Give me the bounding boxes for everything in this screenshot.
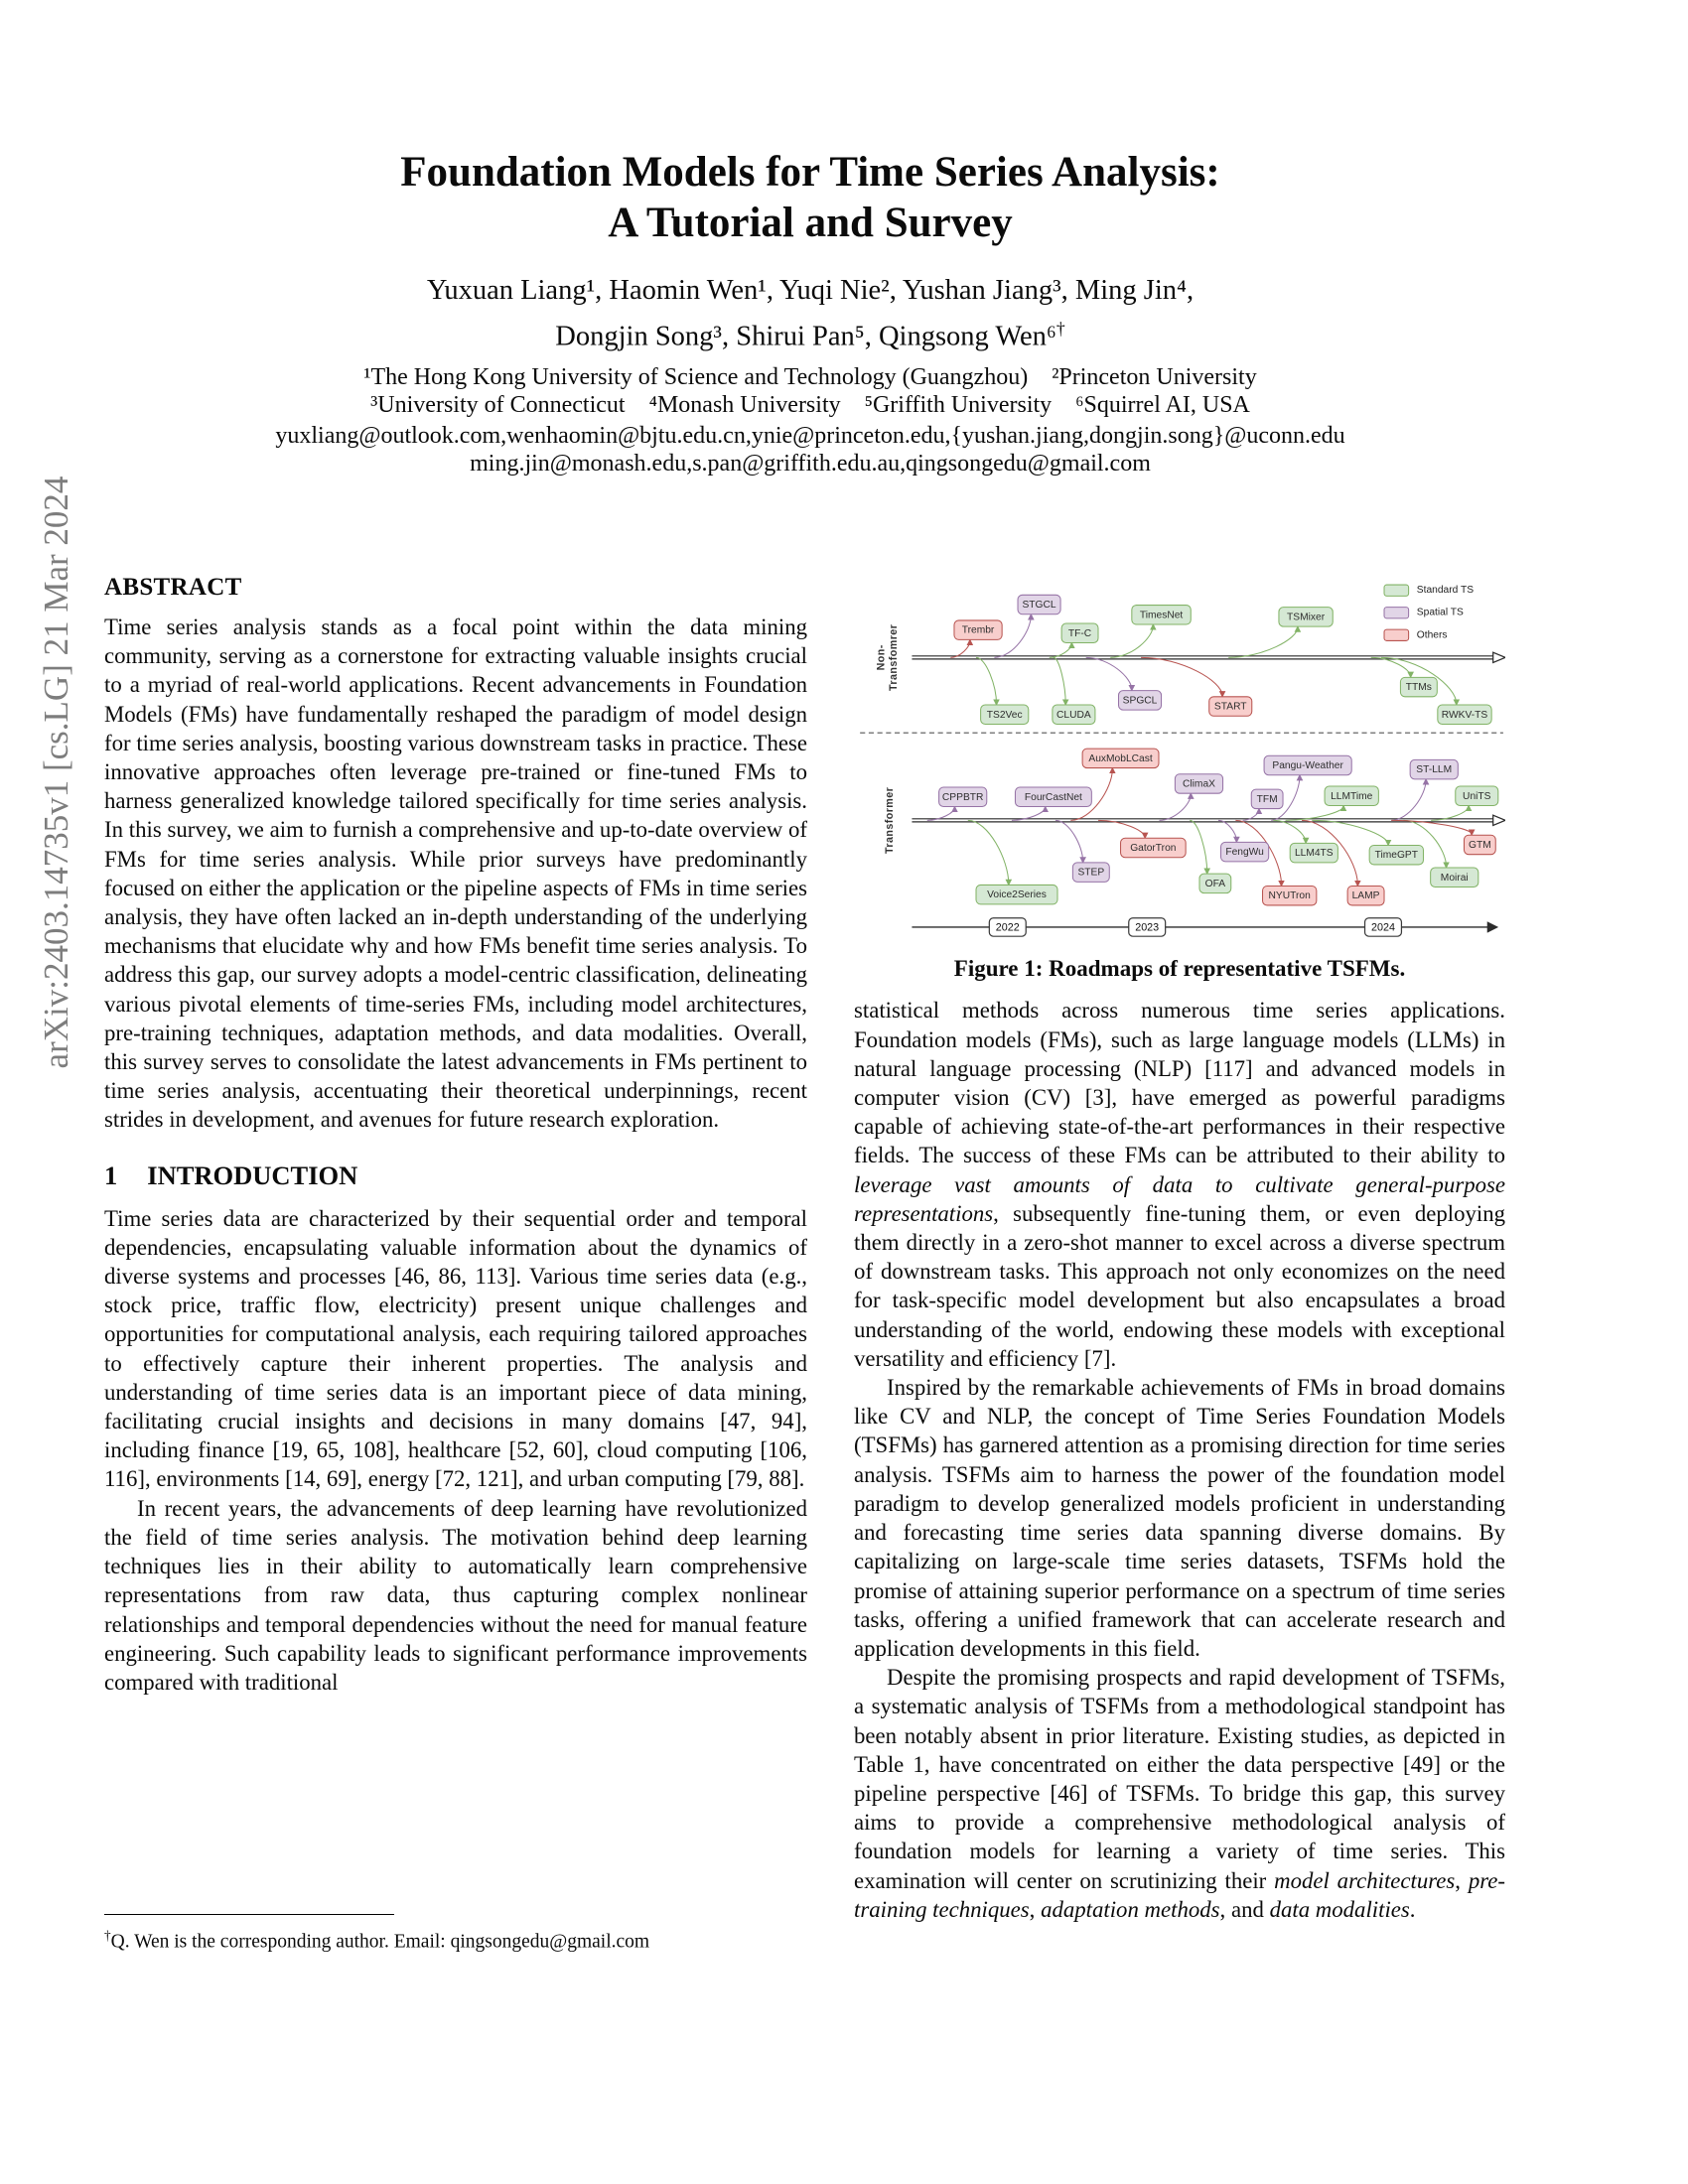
model-box-TFM	[1251, 789, 1283, 808]
svg-text:Voice2Series: Voice2Series	[987, 889, 1047, 901]
footnote-marker: †	[104, 1928, 111, 1943]
figure-1	[854, 562, 1505, 982]
roadmap-arrow	[950, 640, 969, 657]
svg-text:TFM: TFM	[1256, 793, 1278, 805]
svg-text:TimeGPT: TimeGPT	[1374, 850, 1419, 862]
legend-item	[1384, 585, 1474, 596]
section-label: Transformer	[883, 786, 896, 854]
text-segment: , subsequently fine-tuning them, or even deploying them directly in a zero-shot manner to excel across a diverse spectrum of downstream tasks. This approach not only economizes on the need for task-specific model development but also encapsulates a broad understanding of the world, endowing these models with exceptional versatility and efficiency [7].	[854, 1200, 1505, 1371]
timeline	[912, 652, 1505, 662]
model-box-TimeGPT	[1369, 845, 1423, 864]
italic-segment: adaptation methods	[1041, 1896, 1220, 1922]
model-box-CLUDA	[1053, 705, 1095, 724]
author-emails	[109, 422, 1511, 478]
svg-text:LLM4TS: LLM4TS	[1294, 848, 1334, 860]
emails-line-1: yuxliang@outlook.com,wenhaomin@bjtu.edu.cn,ynie@princeton.edu,{yushan.jiang,dongjin.song}@uconn.edu	[275, 422, 1345, 449]
authors-line-2	[109, 310, 1511, 356]
roadmap-arrow	[1098, 820, 1145, 837]
model-box-Trembr	[954, 620, 1002, 639]
legend-swatch-others	[1384, 629, 1409, 640]
model-box-LAMP	[1347, 886, 1384, 904]
svg-text:SPGCL: SPGCL	[1122, 695, 1158, 707]
model-box-AuxMobLCast	[1082, 749, 1159, 767]
model-box-TF-C	[1061, 623, 1098, 642]
svg-text:AuxMobLCast: AuxMobLCast	[1088, 752, 1153, 764]
roadmap-arrow	[1160, 794, 1192, 820]
model-box-Voice2Series	[976, 885, 1057, 903]
svg-text:2023: 2023	[1135, 921, 1160, 934]
corresponding-author-mark: †	[1055, 319, 1065, 339]
model-box-ClimaX	[1175, 774, 1222, 793]
authors-line-1: Yuxuan Liang¹, Haomin Wen¹, Yuqi Nie², Yushan Jiang³, Ming Jin⁴,	[426, 275, 1195, 306]
svg-text:OFA: OFA	[1204, 878, 1226, 889]
legend-label: Spatial TS	[1416, 607, 1464, 618]
model-box-GatorTron	[1121, 838, 1187, 857]
svg-text:NYUTron: NYUTron	[1268, 890, 1311, 902]
year-marker-2024	[1365, 918, 1402, 936]
model-box-UniTS	[1456, 786, 1498, 805]
svg-text:ST-LLM: ST-LLM	[1416, 764, 1453, 776]
intro-paragraph-2: In recent years, the advancements of deep learning have revolutionized the field of time series analysis. The motivation behind deep learning techniques lies in their ability to automatically learn comprehensive representations from raw data, thus capturing complex nonlinear relationships and temporal dependencies without the need for manual feature engineering. Such capability leads to significant performance improvements compared with traditional	[104, 1495, 807, 1695]
svg-text:Moirai: Moirai	[1440, 872, 1469, 884]
legend-label: Standard TS	[1416, 585, 1475, 597]
right-paragraph-1	[854, 996, 1505, 1373]
model-box-CPPBTR	[939, 787, 987, 806]
roadmap-arrow	[1218, 820, 1236, 841]
right-paragraph-2: Inspired by the remarkable achievements of FMs in broad domains like CV and NLP, the concept of Time Series Foundation Models (TSFMs) has garnered attention as a promising direction for time series analysis. TSFMs aim to harness the power of the foundation model paradigm to develop generalized models proficient in understanding and forecasting time series data spanning diverse domains. By capitalizing on large-scale time series datasets, TSFMs hold the promise of attaining superior performance on a spectrum of time series tasks, offering a unified framework that can accelerate research and application developments in this field.	[854, 1375, 1505, 1661]
model-box-STGCL	[1018, 595, 1060, 614]
svg-text:UniTS: UniTS	[1463, 790, 1491, 802]
roadmap-arrow	[1054, 657, 1065, 704]
svg-text:LLMTime: LLMTime	[1331, 790, 1373, 802]
roadmap-arrow	[1055, 820, 1083, 862]
legend-swatch-standard	[1384, 585, 1409, 596]
text-segment: Dongjin Song³, Shirui Pan⁵, Qingsong Wen⁶	[555, 321, 1056, 352]
title-line-2: A Tutorial and Survey	[608, 200, 1013, 246]
italic-segment: pre-training techniques	[854, 1867, 1505, 1922]
right-paragraph-3	[854, 1663, 1505, 1924]
model-box-NYUTron	[1263, 886, 1317, 904]
svg-text:TTMs: TTMs	[1405, 682, 1432, 694]
paper-header	[109, 147, 1511, 478]
legend-swatch-spatial	[1384, 608, 1409, 618]
abstract-heading: ABSTRACT	[104, 574, 242, 601]
svg-text:ClimaX: ClimaX	[1182, 778, 1215, 790]
svg-text:2024: 2024	[1371, 921, 1395, 934]
section-label: Transfomrer	[887, 623, 900, 691]
model-box-RWKV-TS	[1438, 705, 1491, 724]
model-box-FengWu	[1221, 842, 1269, 861]
italic-segment: model architectures	[1274, 1867, 1456, 1893]
text-segment: , and	[1219, 1896, 1270, 1922]
svg-text:RWKV-TS: RWKV-TS	[1441, 709, 1488, 721]
model-box-TS2Vec	[981, 705, 1029, 724]
roadmap-arrow	[1312, 820, 1388, 844]
svg-text:Pangu-Weather: Pangu-Weather	[1272, 760, 1343, 772]
footnote	[104, 1914, 807, 1955]
roadmap-arrow	[1228, 627, 1298, 657]
model-box-SPGCL	[1119, 691, 1162, 710]
svg-text:TSMixer: TSMixer	[1287, 612, 1326, 623]
roadmap-svg	[854, 562, 1505, 946]
text-segment: Despite the promising prospects and rapid development of TSFMs, a systematic analysis of TSFMs from a methodological standpoint has been notably absent in prior literature. Existing studies, as depicted in Table 1, have concentrated on either the data perspective [49] or the pipeline perspective [46] of TSFMs. To bridge this gap, this survey aims to provide a comprehensive methodological analysis of foundation models for learning a variety of time series. This examination will center on scrutinizing their	[854, 1665, 1505, 1893]
svg-text:START: START	[1213, 701, 1247, 713]
italic-segment: data modalities	[1269, 1896, 1410, 1922]
section-number: 1	[104, 1160, 118, 1190]
model-box-OFA	[1199, 874, 1231, 892]
legend-item	[1384, 629, 1448, 640]
section-label: Non-	[875, 644, 888, 671]
arxiv-watermark: arXiv:2403.14735v1 [cs.LG] 21 Mar 2024	[37, 476, 75, 1069]
roadmap-arrow	[1190, 820, 1206, 873]
year-marker-2023	[1129, 918, 1166, 936]
svg-text:LAMP: LAMP	[1351, 890, 1380, 902]
model-box-LLMTime	[1325, 786, 1378, 805]
model-box-GTM	[1464, 835, 1495, 854]
svg-text:CPPBTR: CPPBTR	[941, 791, 984, 803]
svg-text:GTM: GTM	[1468, 839, 1491, 851]
model-box-TimesNet	[1132, 606, 1191, 624]
model-box-START	[1209, 697, 1252, 716]
left-column	[104, 574, 807, 1697]
legend-label: Others	[1416, 629, 1448, 641]
svg-text:STGCL: STGCL	[1022, 600, 1056, 612]
figure-caption: Figure 1: Roadmaps of representative TSFMs.	[953, 956, 1406, 982]
model-box-Pangu-Weather	[1264, 755, 1351, 774]
text-segment: Q. Wen is the corresponding author. Email: qingsongedu@gmail.com	[110, 1931, 650, 1953]
svg-text:FengWu: FengWu	[1225, 847, 1264, 859]
model-box-STEP	[1072, 863, 1109, 882]
paper-title	[109, 147, 1511, 248]
text-segment: .	[1409, 1896, 1416, 1922]
author-list	[109, 272, 1511, 356]
text-segment: ,	[1455, 1867, 1469, 1893]
model-box-FourCastNet	[1015, 787, 1091, 806]
svg-text:2022: 2022	[995, 921, 1020, 934]
model-box-TTMs	[1400, 677, 1437, 696]
legend-item	[1384, 608, 1464, 618]
figure-legend	[1384, 585, 1474, 640]
model-box-TSMixer	[1279, 608, 1333, 626]
model-box-Moirai	[1431, 868, 1478, 887]
svg-text:TS2Vec: TS2Vec	[986, 709, 1023, 721]
roadmap-arrow	[1086, 657, 1132, 689]
svg-text:TimesNet: TimesNet	[1139, 610, 1184, 621]
svg-text:TF-C: TF-C	[1067, 627, 1092, 639]
section-heading-introduction	[104, 1160, 807, 1191]
roadmap-arrow	[1141, 657, 1222, 695]
text-segment: ,	[1029, 1896, 1042, 1922]
right-column	[854, 562, 1505, 1924]
roadmap-arrow	[976, 657, 996, 704]
roadmap-arrow	[1391, 780, 1426, 820]
svg-text:STEP: STEP	[1077, 867, 1105, 879]
roadmap-arrow	[968, 820, 1009, 884]
svg-text:CLUDA: CLUDA	[1056, 709, 1091, 721]
roadmap-arrow	[1110, 625, 1153, 657]
affiliations-line-1: ¹The Hong Kong University of Science and Technology (Guangzhou) ²Princeton University	[363, 363, 1257, 390]
section-title: INTRODUCTION	[147, 1160, 358, 1190]
footnote-text	[104, 1923, 807, 1955]
year-marker-2022	[989, 918, 1026, 936]
italic-segment: leverage vast amounts of data to cultivate general-purpose representations	[854, 1171, 1505, 1226]
abstract-body: Time series analysis stands as a focal point within the data mining community, serving as a cornerstone for extracting valuable insights crucial to a myriad of real-world applications. Recent advancements in Foundation Models (FMs) have fundamentally reshaped the paradigm of model design for time series analysis, boosting various downstream tasks in practice. These innovative approaches often leverage pre-trained or fine-tuned FMs to harness generalized knowledge tailored specifically for time series analysis. In this survey, we aim to furnish a comprehensive and up-to-date overview of FMs for time series analysis. While prior surveys have predominantly focused on either the application or the pipeline aspects of FMs in time series analysis, they have often lacked an in-depth understanding of the underlying mechanisms that elucidate why and how FMs benefit time series analysis. To address this gap, our survey adopts a model-centric classification, delineating various pivotal elements of time-series FMs, including model architectures, pre-training techniques, adaptation methods, and data modalities. Overall, this survey serves to consolidate the latest advancements in FMs pertinent to time series analysis, accentuating their theoretical underpinnings, recent strides in development, and avenues for future research exploration.	[104, 614, 807, 1133]
svg-text:GatorTron: GatorTron	[1130, 843, 1177, 855]
model-box-ST-LLM	[1410, 759, 1458, 778]
footnote-rule	[104, 1914, 394, 1915]
emails-line-2: ming.jin@monash.edu,s.pan@griffith.edu.au,qingsongedu@gmail.com	[470, 450, 1151, 477]
text-segment: statistical methods across numerous time series applications. Foundation models (FMs), such as large language models (LLMs) in natural language processing (NLP) [117] and advanced models in computer vision (CV) [3], have emerged as powerful paradigms capable of achieving state-of-the-art performances in their respective fields. The success of these FMs can be attributed to their ability to	[854, 998, 1505, 1168]
affiliations-line-2: ³University of Connecticut ⁴Monash University ⁵Griffith University ⁶Squirrel AI, USA	[370, 391, 1250, 418]
model-box-LLM4TS	[1290, 843, 1337, 862]
intro-paragraph-1: Time series data are characterized by their sequential order and temporal dependencies, encapsulating valuable information about the dynamics of diverse systems and processes [46, 86, 113]. Various time series data (e.g., stock price, traffic flow, electricity) present unique challenges and opportunities for computational analysis, each requiring tailored approaches to effectively capture their inherent properties. The analysis and understanding of time series data is an important piece of data mining, facilitating crucial insights and decisions in many domains [47, 94], including finance [19, 65, 108], healthcare [52, 60], cloud computing [106, 116], environments [14, 69], energy [72, 121], and urban computing [79, 88].	[104, 1205, 807, 1492]
svg-text:FourCastNet: FourCastNet	[1024, 791, 1082, 803]
roadmap-arrow	[1273, 820, 1306, 842]
affiliations	[109, 363, 1511, 419]
title-line-1: Foundation Models for Time Series Analysis:	[400, 149, 1220, 196]
svg-text:Trembr: Trembr	[961, 624, 995, 636]
